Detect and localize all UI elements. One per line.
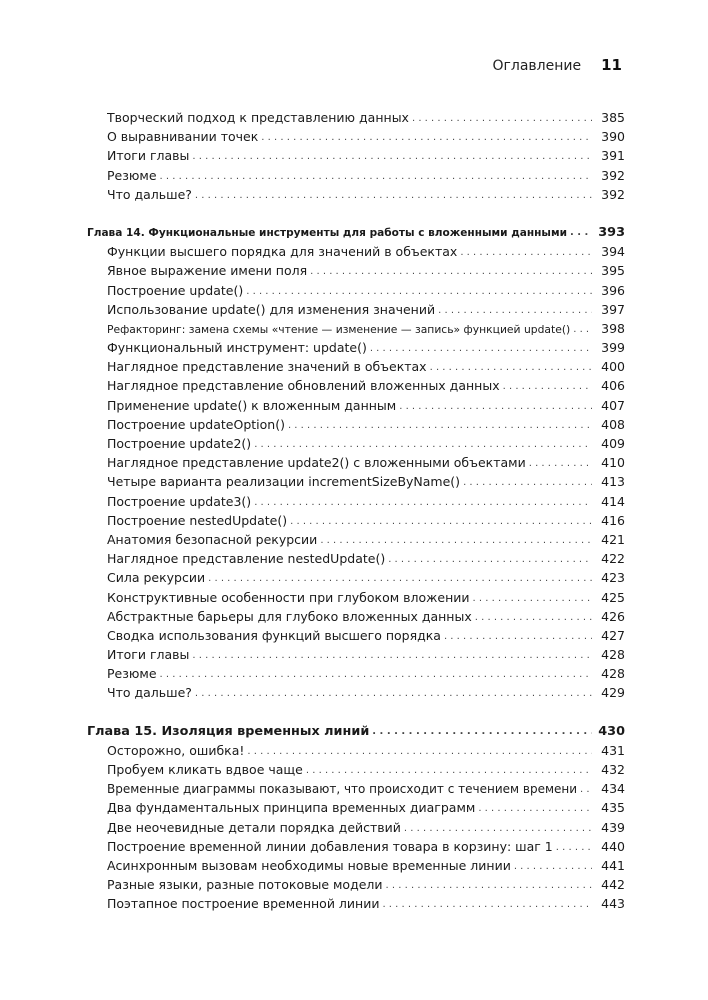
toc-entry	[87, 894, 625, 913]
toc-entry	[87, 492, 625, 511]
toc-entry-title: Четыре варианта реализации incrementSizeByName()	[107, 474, 461, 490]
dot-leader	[320, 531, 592, 550]
toc-entry-page: 441	[601, 857, 625, 873]
toc-entry	[87, 818, 625, 837]
toc-entry-page: 421	[601, 531, 625, 547]
toc-entry	[87, 645, 625, 664]
dot-leader	[382, 895, 592, 914]
toc-entry	[87, 511, 625, 530]
dot-leader	[370, 339, 592, 358]
toc-entry-page: 431	[601, 742, 625, 758]
dot-leader	[475, 608, 592, 627]
toc-entry-page: 399	[601, 340, 625, 356]
toc-entry-title: Что дальше?	[107, 186, 192, 202]
toc-entry-page: 439	[601, 819, 625, 835]
toc-entry-page: 413	[601, 474, 625, 490]
toc-entry-page: 443	[601, 896, 625, 912]
toc-entry	[87, 856, 625, 875]
toc-entry-title: Что дальше?	[107, 685, 192, 701]
dot-leader	[386, 876, 592, 895]
dot-leader	[246, 282, 592, 301]
toc-entry	[87, 185, 625, 204]
toc-entry	[87, 472, 625, 491]
toc-entry-title: Функциональный инструмент: update()	[107, 340, 367, 356]
toc-entry-title: Итоги главы	[107, 148, 190, 164]
toc-entry	[87, 261, 625, 280]
toc-entry	[87, 837, 625, 856]
toc-entry	[87, 741, 625, 760]
dot-leader	[290, 512, 592, 531]
toc-entry-page: 398	[601, 320, 625, 336]
toc-entry-title: Сводка использования функций высшего порядка	[107, 627, 441, 643]
toc-entry	[87, 798, 625, 817]
toc-entry-title: Поэтапное построение временной линии	[107, 896, 380, 912]
toc-entry-title: Анатомия безопасной рекурсии	[107, 531, 318, 547]
dot-leader	[306, 761, 592, 780]
toc-chapter-heading	[87, 223, 625, 242]
toc-entry	[87, 453, 625, 472]
toc-entry-page: 442	[601, 877, 625, 893]
toc-entry-page: 395	[601, 263, 625, 279]
dot-leader	[208, 569, 592, 588]
toc-entry-page: 392	[601, 167, 625, 183]
running-head	[493, 56, 622, 74]
toc-entry-page: 414	[601, 493, 625, 509]
toc-entry-title: Построение update2()	[107, 436, 252, 451]
toc-entry	[87, 300, 625, 319]
toc-chapter-title: Глава 14. Функциональные инструменты для работы с вложенными данными	[87, 226, 567, 239]
toc-entry	[87, 760, 625, 779]
toc-entry	[87, 568, 625, 587]
running-head-title: Оглавление	[492, 58, 582, 74]
toc-chapter-page: 430	[598, 723, 625, 739]
toc-entry-title: Построение временной линии добавления товара в корзину: шаг 1	[107, 838, 553, 854]
toc-entry	[87, 779, 625, 798]
toc-entry-title: Применение update() к вложенным данным	[107, 397, 397, 413]
toc-entry	[87, 319, 625, 338]
toc-entry-title: Наглядное представление nestedUpdate()	[107, 551, 386, 567]
toc-entry-page: 428	[601, 647, 625, 663]
dot-leader	[444, 627, 592, 646]
toc-entry	[87, 357, 625, 376]
dot-leader	[399, 397, 592, 416]
toc-entry-title: Осторожно, ошибка!	[107, 742, 245, 758]
table-of-contents	[87, 108, 625, 914]
toc-entry-page: 426	[601, 608, 625, 624]
dot-leader	[310, 262, 592, 281]
dot-leader	[254, 493, 592, 512]
toc-entry	[87, 242, 625, 261]
dot-leader	[460, 243, 592, 262]
toc-entry-title: Резюме	[107, 167, 157, 183]
toc-entry-title: Пробуем кликать вдвое чаще	[107, 762, 303, 777]
dot-leader	[160, 167, 592, 186]
dot-leader	[580, 780, 592, 799]
toc-entry-page: 409	[601, 436, 625, 451]
dot-leader	[160, 665, 592, 684]
toc-entry-title: Резюме	[107, 666, 157, 682]
toc-entry-title: Творческий подход к представлению данных	[107, 110, 409, 125]
toc-entry-title: Конструктивные особенности при глубоком вложении	[107, 589, 470, 605]
dot-leader	[254, 435, 592, 454]
toc-entry-title: Функции высшего порядка для значений в объектах	[107, 244, 458, 260]
toc-entry-title: Итоги главы	[107, 647, 190, 663]
dot-leader	[404, 819, 592, 838]
dot-leader	[247, 742, 592, 761]
page-number: 11	[601, 56, 622, 74]
toc-entry-page: 397	[601, 301, 625, 317]
dot-leader	[412, 109, 592, 128]
toc-entry	[87, 607, 625, 626]
toc-entry-title: Асинхронным вызовам необходимы новые временные линии	[107, 857, 511, 873]
toc-entry	[87, 875, 625, 894]
toc-entry-page: 425	[601, 589, 625, 605]
spacer	[87, 204, 625, 223]
dot-leader	[514, 857, 592, 876]
toc-entry	[87, 530, 625, 549]
toc-entry-title: Явное выражение имени поля	[107, 263, 308, 279]
toc-entry-page: 434	[601, 781, 625, 797]
dot-leader	[261, 128, 592, 147]
toc-entry	[87, 396, 625, 415]
dot-leader	[430, 358, 592, 377]
toc-entry-page: 410	[601, 455, 625, 471]
toc-entry-page: 400	[601, 359, 625, 375]
toc-entry	[87, 146, 625, 165]
toc-entry-title: Разные языки, разные потоковые модели	[107, 877, 383, 893]
toc-chapter-title: Глава 15. Изоляция временных линий	[87, 723, 370, 739]
toc-entry	[87, 683, 625, 702]
toc-entry-title: Построение nestedUpdate()	[107, 512, 288, 528]
toc-entry-page: 416	[601, 512, 625, 528]
dot-leader	[556, 838, 592, 857]
toc-entry-page: 406	[601, 378, 625, 394]
toc-entry-page: 432	[601, 762, 625, 777]
toc-entry	[87, 338, 625, 357]
toc-entry-page: 385	[601, 110, 625, 125]
dot-leader	[372, 722, 592, 741]
toc-entry	[87, 127, 625, 146]
toc-entry-title: Построение updateOption()	[107, 416, 285, 432]
toc-entry-title: Сила рекурсии	[107, 570, 206, 586]
toc-entry-page: 394	[601, 244, 625, 260]
toc-entry-title: Абстрактные барьеры для глубоко вложенных данных	[107, 608, 472, 624]
toc-entry-title: Наглядное представление update2() с вложенными объектами	[107, 455, 526, 471]
dot-leader	[192, 147, 592, 166]
toc-entry-title: Рефакторинг: замена схемы «чтение — изменение — запись» функцией update()	[107, 322, 571, 336]
dot-leader	[473, 589, 592, 608]
toc-entry	[87, 588, 625, 607]
toc-entry-page: 429	[601, 685, 625, 701]
toc-entry	[87, 549, 625, 568]
dot-leader	[529, 454, 592, 473]
dot-leader	[195, 684, 592, 703]
toc-entry-page: 422	[601, 551, 625, 567]
toc-entry-title: Построение update3()	[107, 493, 252, 509]
toc-entry	[87, 376, 625, 395]
toc-entry-page: 407	[601, 397, 625, 413]
dot-leader	[573, 320, 592, 339]
toc-entry-page: 423	[601, 570, 625, 586]
dot-leader	[463, 473, 592, 492]
toc-entry	[87, 626, 625, 645]
toc-entry-page: 428	[601, 666, 625, 682]
dot-leader	[503, 377, 592, 396]
dot-leader	[570, 223, 592, 242]
toc-entry-title: Две неочевидные детали порядка действий	[107, 819, 401, 835]
dot-leader	[288, 416, 592, 435]
dot-leader	[195, 186, 592, 205]
dot-leader	[388, 550, 592, 569]
toc-entry-title: Наглядное представление обновлений вложенных данных	[107, 378, 500, 394]
toc-chapter-heading	[87, 722, 625, 741]
toc-entry-title: Наглядное представление значений в объектах	[107, 359, 427, 375]
toc-entry-page: 435	[601, 800, 625, 816]
toc-entry-page: 427	[601, 627, 625, 643]
dot-leader	[438, 301, 592, 320]
dot-leader	[192, 646, 592, 665]
toc-entry-title: Временные диаграммы показывают, что происходит с течением времени	[107, 782, 578, 797]
toc-entry-page: 440	[601, 838, 625, 854]
toc-entry-page: 392	[601, 186, 625, 202]
toc-entry-page: 390	[601, 129, 625, 145]
toc-chapter-page: 393	[598, 224, 625, 240]
toc-entry	[87, 664, 625, 683]
toc-entry-page: 391	[601, 148, 625, 164]
toc-entry	[87, 281, 625, 300]
spacer	[87, 703, 625, 722]
toc-entry-title: Два фундаментальных принципа временных диаграмм	[107, 800, 476, 816]
toc-entry-title: О выравнивании точек	[107, 129, 259, 145]
toc-entry-page: 408	[601, 416, 625, 432]
toc-entry	[87, 415, 625, 434]
toc-entry-page: 396	[601, 282, 625, 298]
toc-entry	[87, 434, 625, 453]
toc-entry-title: Построение update()	[107, 282, 244, 298]
toc-entry-title: Использование update() для изменения значений	[107, 301, 436, 317]
dot-leader	[478, 799, 592, 818]
toc-entry	[87, 166, 625, 185]
toc-entry	[87, 108, 625, 127]
